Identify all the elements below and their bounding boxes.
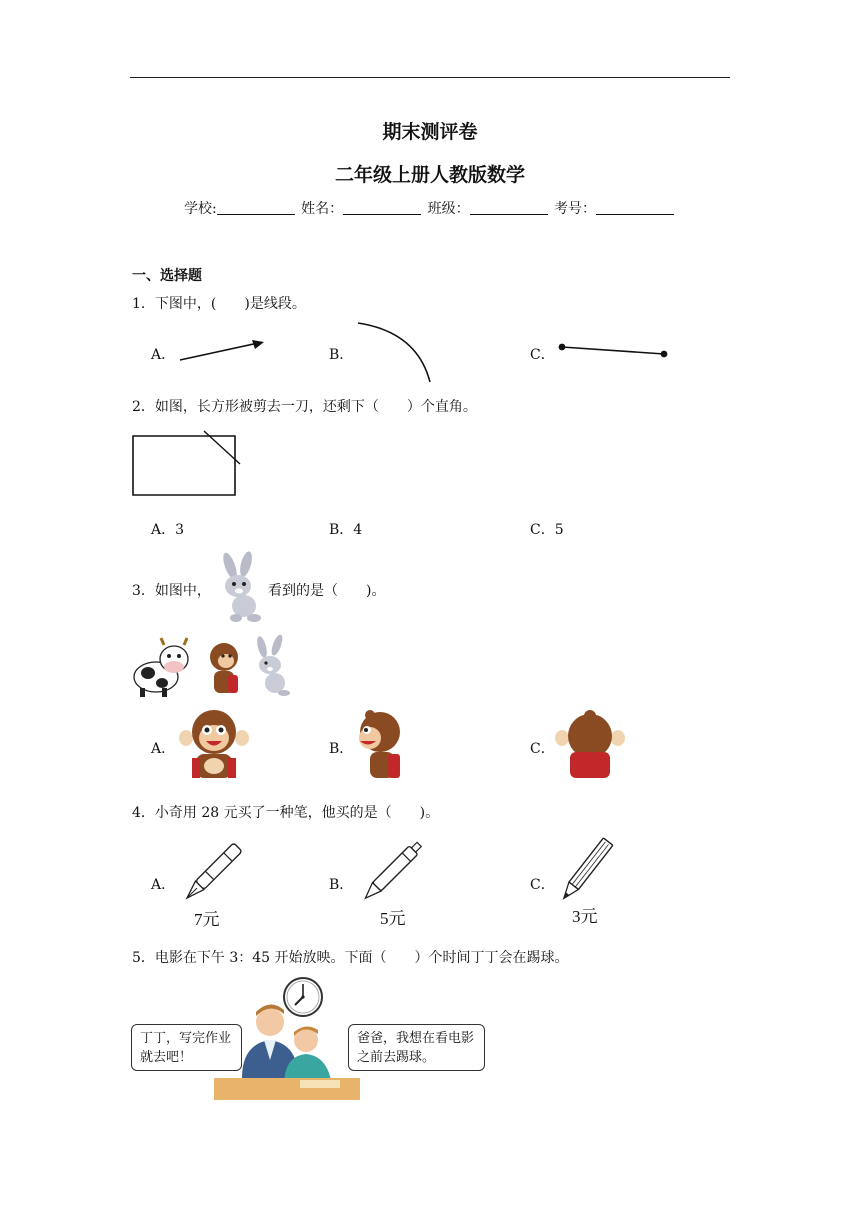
q3-option-c[interactable]: C． [530, 741, 555, 757]
question-3-prefix: 3．如图中， [132, 583, 211, 599]
q3-option-a[interactable]: A． [151, 741, 176, 757]
q3-option-b[interactable]: B． [329, 741, 354, 757]
rabbit-icon [255, 633, 290, 696]
q4-price-c: 3元 [572, 907, 598, 926]
q1-arc-figure [355, 320, 435, 384]
speech-bubble-father: 丁丁，写完作业就去吧！ [131, 1024, 242, 1071]
q4-option-c[interactable]: C． [530, 877, 555, 893]
q1-ray-figure [178, 338, 268, 364]
q4-option-a[interactable]: A． [151, 877, 176, 893]
father-son-illustration [214, 1000, 360, 1100]
q2-option-b[interactable]: B．4 [329, 522, 363, 538]
class-label: 班级： [427, 201, 470, 217]
pencil-icon [556, 834, 616, 906]
q2-rectangle-figure [132, 430, 244, 498]
page-title: 期末测评卷 [382, 121, 478, 143]
question-2: 2．如图，长方形被剪去一刀，还剩下（ ）个直角。 [132, 399, 477, 415]
q4-price-b: 5元 [380, 909, 406, 928]
monkey-icon [356, 708, 408, 782]
question-1: 1．下图中，( )是线段。 [132, 296, 306, 312]
question-4: 4．小奇用 28 元买了一种笔，他买的是（ )。 [132, 805, 440, 821]
q2-option-a[interactable]: A．3 [151, 522, 185, 538]
q3-scene-figure [132, 635, 302, 699]
class-blank[interactable] [470, 201, 548, 215]
q4-price-a: 7元 [194, 910, 220, 929]
page-subtitle: 二年级上册人教版数学 [334, 164, 525, 186]
monkey-icon [210, 643, 238, 693]
monkey-icon [180, 708, 248, 782]
monkey-icon [556, 708, 624, 780]
q2-option-c[interactable]: C．5 [530, 522, 564, 538]
q1-option-c[interactable]: C． [530, 347, 555, 363]
school-label: 学校: [183, 201, 217, 217]
name-blank[interactable] [343, 201, 421, 215]
cow-icon [134, 638, 188, 697]
question-5: 5．电影在下午 3：45 开始放映。下面（ ）个时间丁丁会在踢球。 [132, 950, 569, 966]
speech-bubble-dingding: 爸爸，我想在看电影之前去踢球。 [348, 1024, 485, 1071]
q1-option-b[interactable]: B． [329, 347, 354, 363]
school-blank[interactable] [217, 201, 295, 215]
q1-option-a[interactable]: A． [151, 347, 176, 363]
student-info-line [0, 198, 860, 218]
q4-option-b[interactable]: B． [329, 877, 354, 893]
ballpoint-pen-icon [356, 836, 430, 908]
rabbit-icon [214, 552, 268, 626]
exam-number-blank[interactable] [596, 201, 674, 215]
q1-segment-figure [556, 342, 672, 360]
fountain-pen-icon [176, 836, 246, 912]
name-label: 姓名： [301, 201, 344, 217]
question-3-suffix: 看到的是（ )。 [268, 583, 386, 599]
exam-number-label: 考号： [554, 201, 597, 217]
section-title: 一、选择题 [132, 268, 202, 284]
header-rule [130, 77, 730, 78]
